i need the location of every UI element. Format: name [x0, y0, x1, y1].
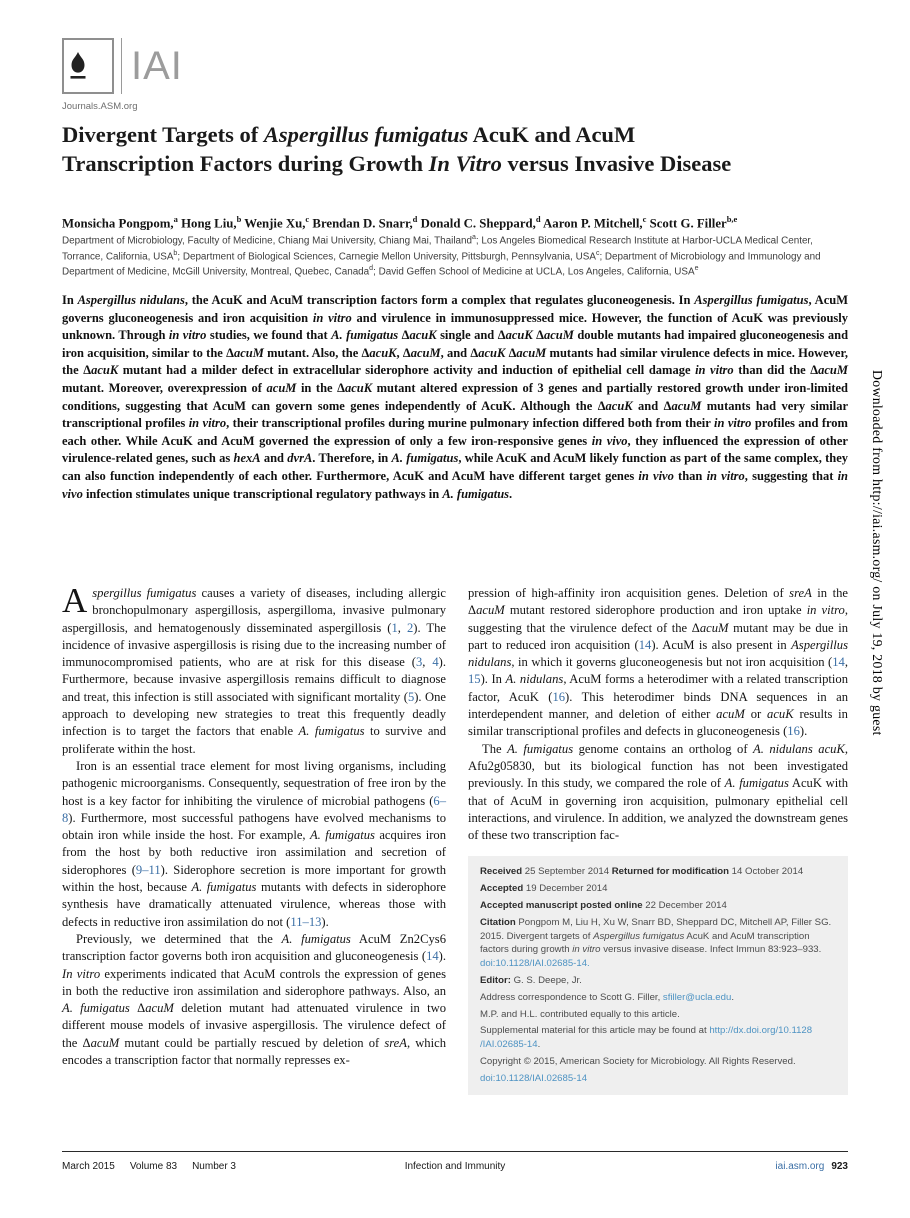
asm-logo-glyph-icon [68, 52, 88, 89]
info-citation-line: Citation Pongpom M, Liu H, Xu W, Snarr BD, Sheppard DC, Mitchell AP, Filler SG. 2015. Divergent targets of Aspergillus fumigatus AcuK and AcuM transcription factors during growth in vitro versus invasive disease. Infect Immun 83:923–933. doi:10.1128/IAI.02685-14. [480, 916, 832, 970]
info-received-line: Received 25 September 2014 Returned for modification 14 October 2014 [480, 866, 804, 878]
reference-link[interactable]: 14 [638, 637, 652, 652]
info-copyright-line: Copyright © 2015, American Society for Microbiology. All Rights Reserved. [480, 1056, 796, 1068]
info-supplemental-line: Supplemental material for this article may be found at http://dx.doi.org/10.1128 /IAI.02685-14. [480, 1025, 813, 1051]
info-editor-line: Editor: G. S. Deepe, Jr. [480, 975, 582, 987]
abstract: In Aspergillus nidulans, the AcuK and AcuM transcription factors form a complex that regulates gluconeogenesis. In Aspergillus fumigatus, AcuM governs gluconeogenesis and iron acquisition in vitro and virulence in immunosuppressed mice. However, the function of AcuK was previously unknown. Through in vitro studies, we found that A. fumigatus ΔacuK single and ΔacuK ΔacuM double mutants had impaired gluconeogenesis and iron acquisition, similar to the ΔacuM mutant. Also, the ΔacuK, ΔacuM, and ΔacuK ΔacuM mutants had similar virulence defects in mice. However, the ΔacuK mutant had a milder defect in extracellular siderophore activity and induction of epithelial cell damage in vitro than did the ΔacuM mutant. Moreover, overexpression of acuM in the ΔacuK mutant altered expression of 3 genes and partially restored growth under iron-limited conditions, suggesting that AcuM can govern some genes independently of AcuK. Although the ΔacuK and ΔacuM mutants had very similar transcriptional profiles in vitro, their transcriptional profiles during murine pulmonary infection differed both from their in vitro profiles and from each other. While AcuK and AcuM governed the expression of only a few iron-responsive genes in vivo, they influenced the expression of other virulence-related genes, such as hexA and dvrA. Therefore, in A. fumigatus, while AcuK and AcuM likely function as part of the same complex, they can also function independently of each other. Furthermore, AcuK and AcuM have different target genes in vivo than in vitro, suggesting that in vivo infection stimulates unique transcriptional regulatory pathways in A. fumigatus. [62, 293, 849, 501]
reference-link[interactable]: 5 [407, 689, 415, 704]
info-accepted-line: Accepted 19 December 2014 [480, 883, 608, 895]
footer-site-link[interactable]: iai.asm.org [775, 1161, 825, 1172]
hyperlink[interactable]: sfiller@ucla.edu [662, 991, 732, 1003]
footer-page-number: 923 [831, 1161, 848, 1172]
reference-link[interactable]: 16 [787, 724, 800, 739]
article-info-box [468, 856, 848, 1094]
info-correspondence-line: Address correspondence to Scott G. Filler, sfiller@ucla.edu. [480, 991, 734, 1003]
journal-tagline: Journals.ASM.org [62, 101, 138, 112]
reference-link[interactable]: 6–8 [62, 793, 446, 825]
reference-link[interactable]: 4 [432, 655, 439, 670]
footer-divider [62, 1151, 848, 1152]
reference-link[interactable]: 1 [391, 620, 398, 635]
footer [62, 1161, 848, 1172]
reference-link[interactable]: 3 [415, 655, 423, 670]
info-contribution-line: M.P. and H.L. contributed equally to this article. [480, 1008, 680, 1020]
body-paragraph: pression of high-affinity iron acquisition genes. Deletion of sreA in the ΔacuM mutant restored siderophore production and iron uptake in vitro, suggesting that the virulence defect of the ΔacuM mutant may be due in part to reduced iron acquisition (14). AcuM is also present in Aspergillus nidulans, in which it governs gluconeogenesis but not iron acquisition (14, 15). In A. nidulans, AcuM forms a heterodimer with a related transcription factor, AcuK (16). This heterodimer binds DNA sequences in an interdependent manner, and deletion of either acuM or acuK results in similar transcriptional profiles and defects in gluconeogenesis (16). [468, 586, 849, 739]
reference-link[interactable]: 15 [468, 672, 481, 687]
asm-journal-logo [62, 38, 183, 112]
footer-number: Number 3 [192, 1161, 236, 1172]
info-posted-online-line: Accepted manuscript posted online 22 December 2014 [480, 900, 727, 912]
reference-link[interactable]: 14 [426, 949, 439, 964]
reference-link[interactable]: 11–13 [290, 914, 322, 929]
reference-link[interactable]: 16 [552, 689, 566, 704]
reference-link[interactable]: 2 [406, 620, 414, 635]
article-title: Divergent Targets of Aspergillus fumigatus AcuK and AcuM Transcription Factors during Growth In Vitro versus Invasive Disease [62, 122, 732, 176]
reference-link[interactable]: 14 [832, 655, 845, 670]
drop-cap: A [62, 581, 88, 620]
authors-line: Monsicha Pongpom,$^a$ Hong Liu,$^b$ Wenjie Xu,$^c$ Brendan D. Snarr,$^d$ Donald C. Sheppard,$^d$ Aaron P. Mitchell,$^c$ Scott G. Filler$^{b,e}$ [62, 214, 738, 231]
hyperlink[interactable]: doi:10.1128/IAI.02685-14. [480, 958, 590, 970]
body-paragraph [62, 581, 447, 758]
footer-volume: Volume 83 [129, 1161, 178, 1172]
reference-link[interactable]: 9–11 [135, 862, 161, 877]
body-right-column [468, 585, 848, 1095]
affiliations: Department of Microbiology, Faculty of Medicine, Chiang Mai University, Chiang Mai, Thailand$^a$; Los Angeles Biomedical Research Institute at Harbor-UCLA Medical Center, Torrance, California, USA$^b$; Department of Biological Sciences, Carnegie Mellon University, Pittsburgh, Pennsylvania, USA$^c$; Department of Microbiology and Immunology and Department of Medicine, McGill University, Montreal, Quebec, Canada$^d$; David Geffen School of Medicine at UCLA, Los Angeles, California, USA$^e$ [62, 234, 821, 278]
body-paragraph: The A. fumigatus genome contains an ortholog of A. nidulans acuK, Afu2g05830, but its biological function has not been investigated previously. In this study, we compared the role of A. fumigatus AcuK with that of AcuM in governing iron acquisition, pulmonary epithelial cell interactions, and virulence. In addition, we analyzed the downstream genes of these two transcription fac- [468, 741, 849, 843]
hyperlink[interactable]: http://dx.doi.org/10.1128 /IAI.02685-14 [480, 1025, 813, 1051]
hyperlink[interactable]: doi:10.1128/IAI.02685-14 [480, 1072, 588, 1084]
body-paragraph: Iron is an essential trace element for most living organisms, including pathogenic microorganisms. Consequently, sequestration of free iron by the host is a key factor for inhibiting the virulence of microbial pathogens (6–8). Furthermore, most successful pathogens have evolved mechanisms to obtain iron while inside the host. For example, A. fumigatus acquires iron from the host by both reductive iron assimilation and secretion of siderophores (9–11). Siderophore secretion is more important for growth within the host, because A. fumigatus mutants with defects in siderophore synthesis have dramatically attenuated virulence, whereas those with defects in reductive iron assimilation do not (11–13). [62, 758, 447, 929]
paragraph-text: spergillus fumigatus causes a variety of diseases, including allergic bronchopulmonary aspergillosis, aspergilloma, invasive pulmonary aspergillosis, and hematogenously disseminated aspergillosis (1, 2). The incidence of invasive aspergillosis is rising due to the increasing number of immunocompromised patients, who are at risk for this disease (3, 4). Furthermore, because invasive aspergillosis remains difficult to diagnose and treat, this infection is still associated with significant mortality (5). One approach to developing new strategies to treat this frequently deadly infection is to target the factors that enable A. fumigatus to survive and proliferate within the host. [62, 586, 447, 756]
info-doi-line [480, 1072, 836, 1086]
body-paragraph: Previously, we determined that the A. fumigatus AcuM Zn2Cys6 transcription factor governs both iron acquisition and gluconeogenesis (14). In vitro experiments indicated that AcuM controls the expression of genes in both the reductive iron assimilation and siderophore pathways. Also, an A. fumigatus ΔacuM deletion mutant had attenuated virulence in two different mouse models of invasive aspergillosis. The virulence defect of the ΔacuM mutant could be partially rescued by deletion of sreA, which encodes a transcription factor that normally represses ex- [62, 931, 447, 1068]
footer-journal-name: Infection and Immunity [404, 1161, 506, 1172]
journal-acronym: IAI [131, 44, 183, 88]
logo-frame [62, 38, 114, 94]
footer-issue: March 2015 [62, 1161, 115, 1172]
download-watermark: Downloaded from http://iai.asm.org/ on July 19, 2018 by guest [870, 370, 885, 736]
body-left-column [62, 581, 447, 1069]
